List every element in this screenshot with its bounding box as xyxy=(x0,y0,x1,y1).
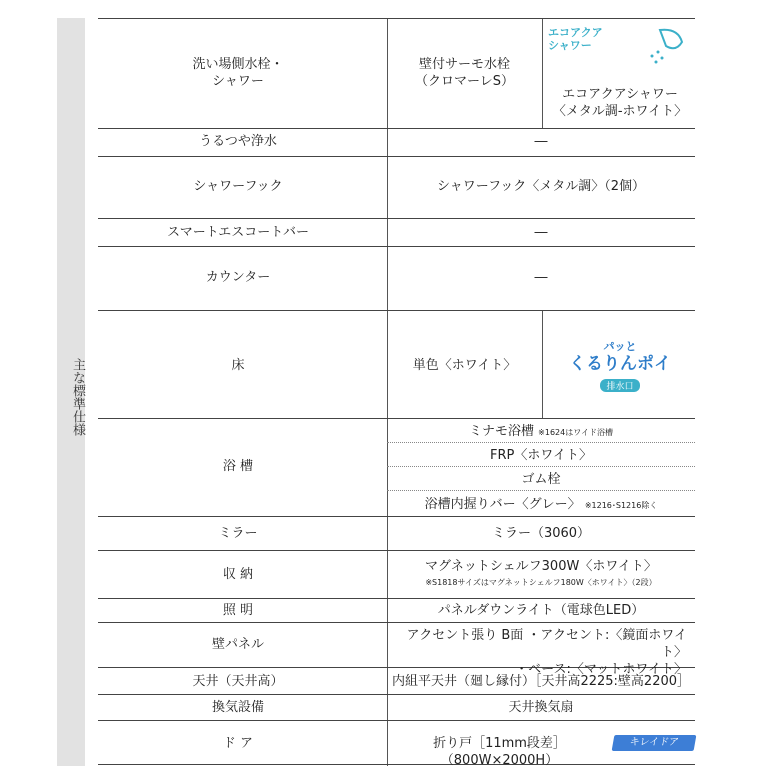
row-sub-line xyxy=(387,490,695,491)
row-line xyxy=(98,418,695,419)
row-line xyxy=(98,246,695,247)
row-value-water-filter: ― xyxy=(534,134,548,149)
row-label-mirror: ミラー xyxy=(218,526,258,541)
row-sub-line xyxy=(387,466,695,467)
row-value-storage: マグネットシェルフ300W〈ホワイト〉 xyxy=(425,559,657,574)
row-value-wall-panel: アクセント張り B面 ・アクセント:〈鏡面ホワイト〉 ・ベース:〈マットホワイト〉 xyxy=(406,628,687,677)
row-value-lighting: パネルダウンライト（電球色LED） xyxy=(437,603,645,618)
row-value-shower-hook: シャワーフック〈メタル調〉（2個） xyxy=(437,179,645,194)
grip-bar: 浴槽内握りバー〈グレー〉 xyxy=(424,497,581,512)
bathtub-note-1: ※1624はワイド浴槽 xyxy=(538,428,613,437)
row-sub-line xyxy=(387,442,695,443)
row-line xyxy=(98,550,695,551)
row-label-wall-panel: 壁パネル xyxy=(211,637,264,652)
kururin-poi-logo xyxy=(545,338,695,393)
row-label-water-filter: うるつや浄水 xyxy=(199,134,277,149)
row-label-ventilation: 換気設備 xyxy=(211,700,264,715)
row-value-bathtub-1 xyxy=(387,423,695,441)
haisuiguchi-label: 排水口 xyxy=(600,379,639,392)
row-label-lighting: 照 明 xyxy=(222,603,254,618)
bathtub-note-2: ※1216･S1216除く xyxy=(584,501,658,510)
row-line xyxy=(98,310,695,311)
row-label-door: ド ア xyxy=(222,736,254,751)
sidebar xyxy=(57,18,85,766)
kirei-door-badge: キレイドア xyxy=(612,735,697,751)
row-value-mirror: ミラー（3060） xyxy=(491,526,591,541)
row-label-counter: カウンター xyxy=(205,270,271,285)
bathtub-name: ミナモ浴槽 xyxy=(469,424,535,439)
row-value-bathtub-3: ゴム栓 xyxy=(521,472,561,487)
row-label-ceiling: 天井（天井高） xyxy=(192,674,284,689)
row-line xyxy=(98,156,695,157)
row-extra-faucet: エコアクアシャワー 〈メタル調-ホワイト〉 xyxy=(552,87,688,119)
patto-label: パッと xyxy=(603,340,637,353)
row-line xyxy=(98,720,695,721)
row-line xyxy=(98,694,695,695)
row-label-storage: 収 納 xyxy=(222,567,254,582)
eco-aqua-logo-label: エコアクア シャワー xyxy=(548,26,603,52)
row-label-floor: 床 xyxy=(231,358,245,373)
sidebar-label: 主な標準仕様 xyxy=(70,358,85,436)
row-value-floor: 単色〈ホワイト〉 xyxy=(412,358,517,373)
row-label-shower-hook: シャワーフック xyxy=(193,179,283,194)
row-label-faucet: 洗い場側水栓・ シャワー xyxy=(192,57,284,89)
row-value-bathtub-4 xyxy=(387,496,695,514)
column-divider-sub xyxy=(542,310,543,418)
row-value-bathtub-2: FRP〈ホワイト〉 xyxy=(490,448,592,463)
row-line xyxy=(98,598,695,599)
row-line xyxy=(98,18,695,19)
row-note-storage: ※S1818サイズはマグネットシェルフ180W〈ホワイト〉（2段） xyxy=(425,578,657,587)
row-value-counter: ― xyxy=(534,270,548,285)
row-value-ventilation: 天井換気扇 xyxy=(508,700,574,715)
row-line xyxy=(98,622,695,623)
row-value-ceiling: 内組平天井（廻し縁付）［天井高2225:壁高2200］ xyxy=(391,674,691,689)
row-value-door: 折り戸［11mm段差］（800W×2000H） xyxy=(433,736,566,768)
row-value-faucet: 壁付サーモ水栓 （クロマーレS） xyxy=(415,57,514,89)
row-line xyxy=(98,128,695,129)
column-divider-sub xyxy=(542,18,543,128)
row-value-escort-bar: ― xyxy=(534,225,548,240)
row-label-escort-bar: スマートエスコートバー xyxy=(167,225,309,240)
row-line xyxy=(98,516,695,517)
kururin-label: くるりんポイ xyxy=(569,354,671,374)
row-line xyxy=(98,218,695,219)
row-label-bathtub: 浴 槽 xyxy=(222,459,254,474)
